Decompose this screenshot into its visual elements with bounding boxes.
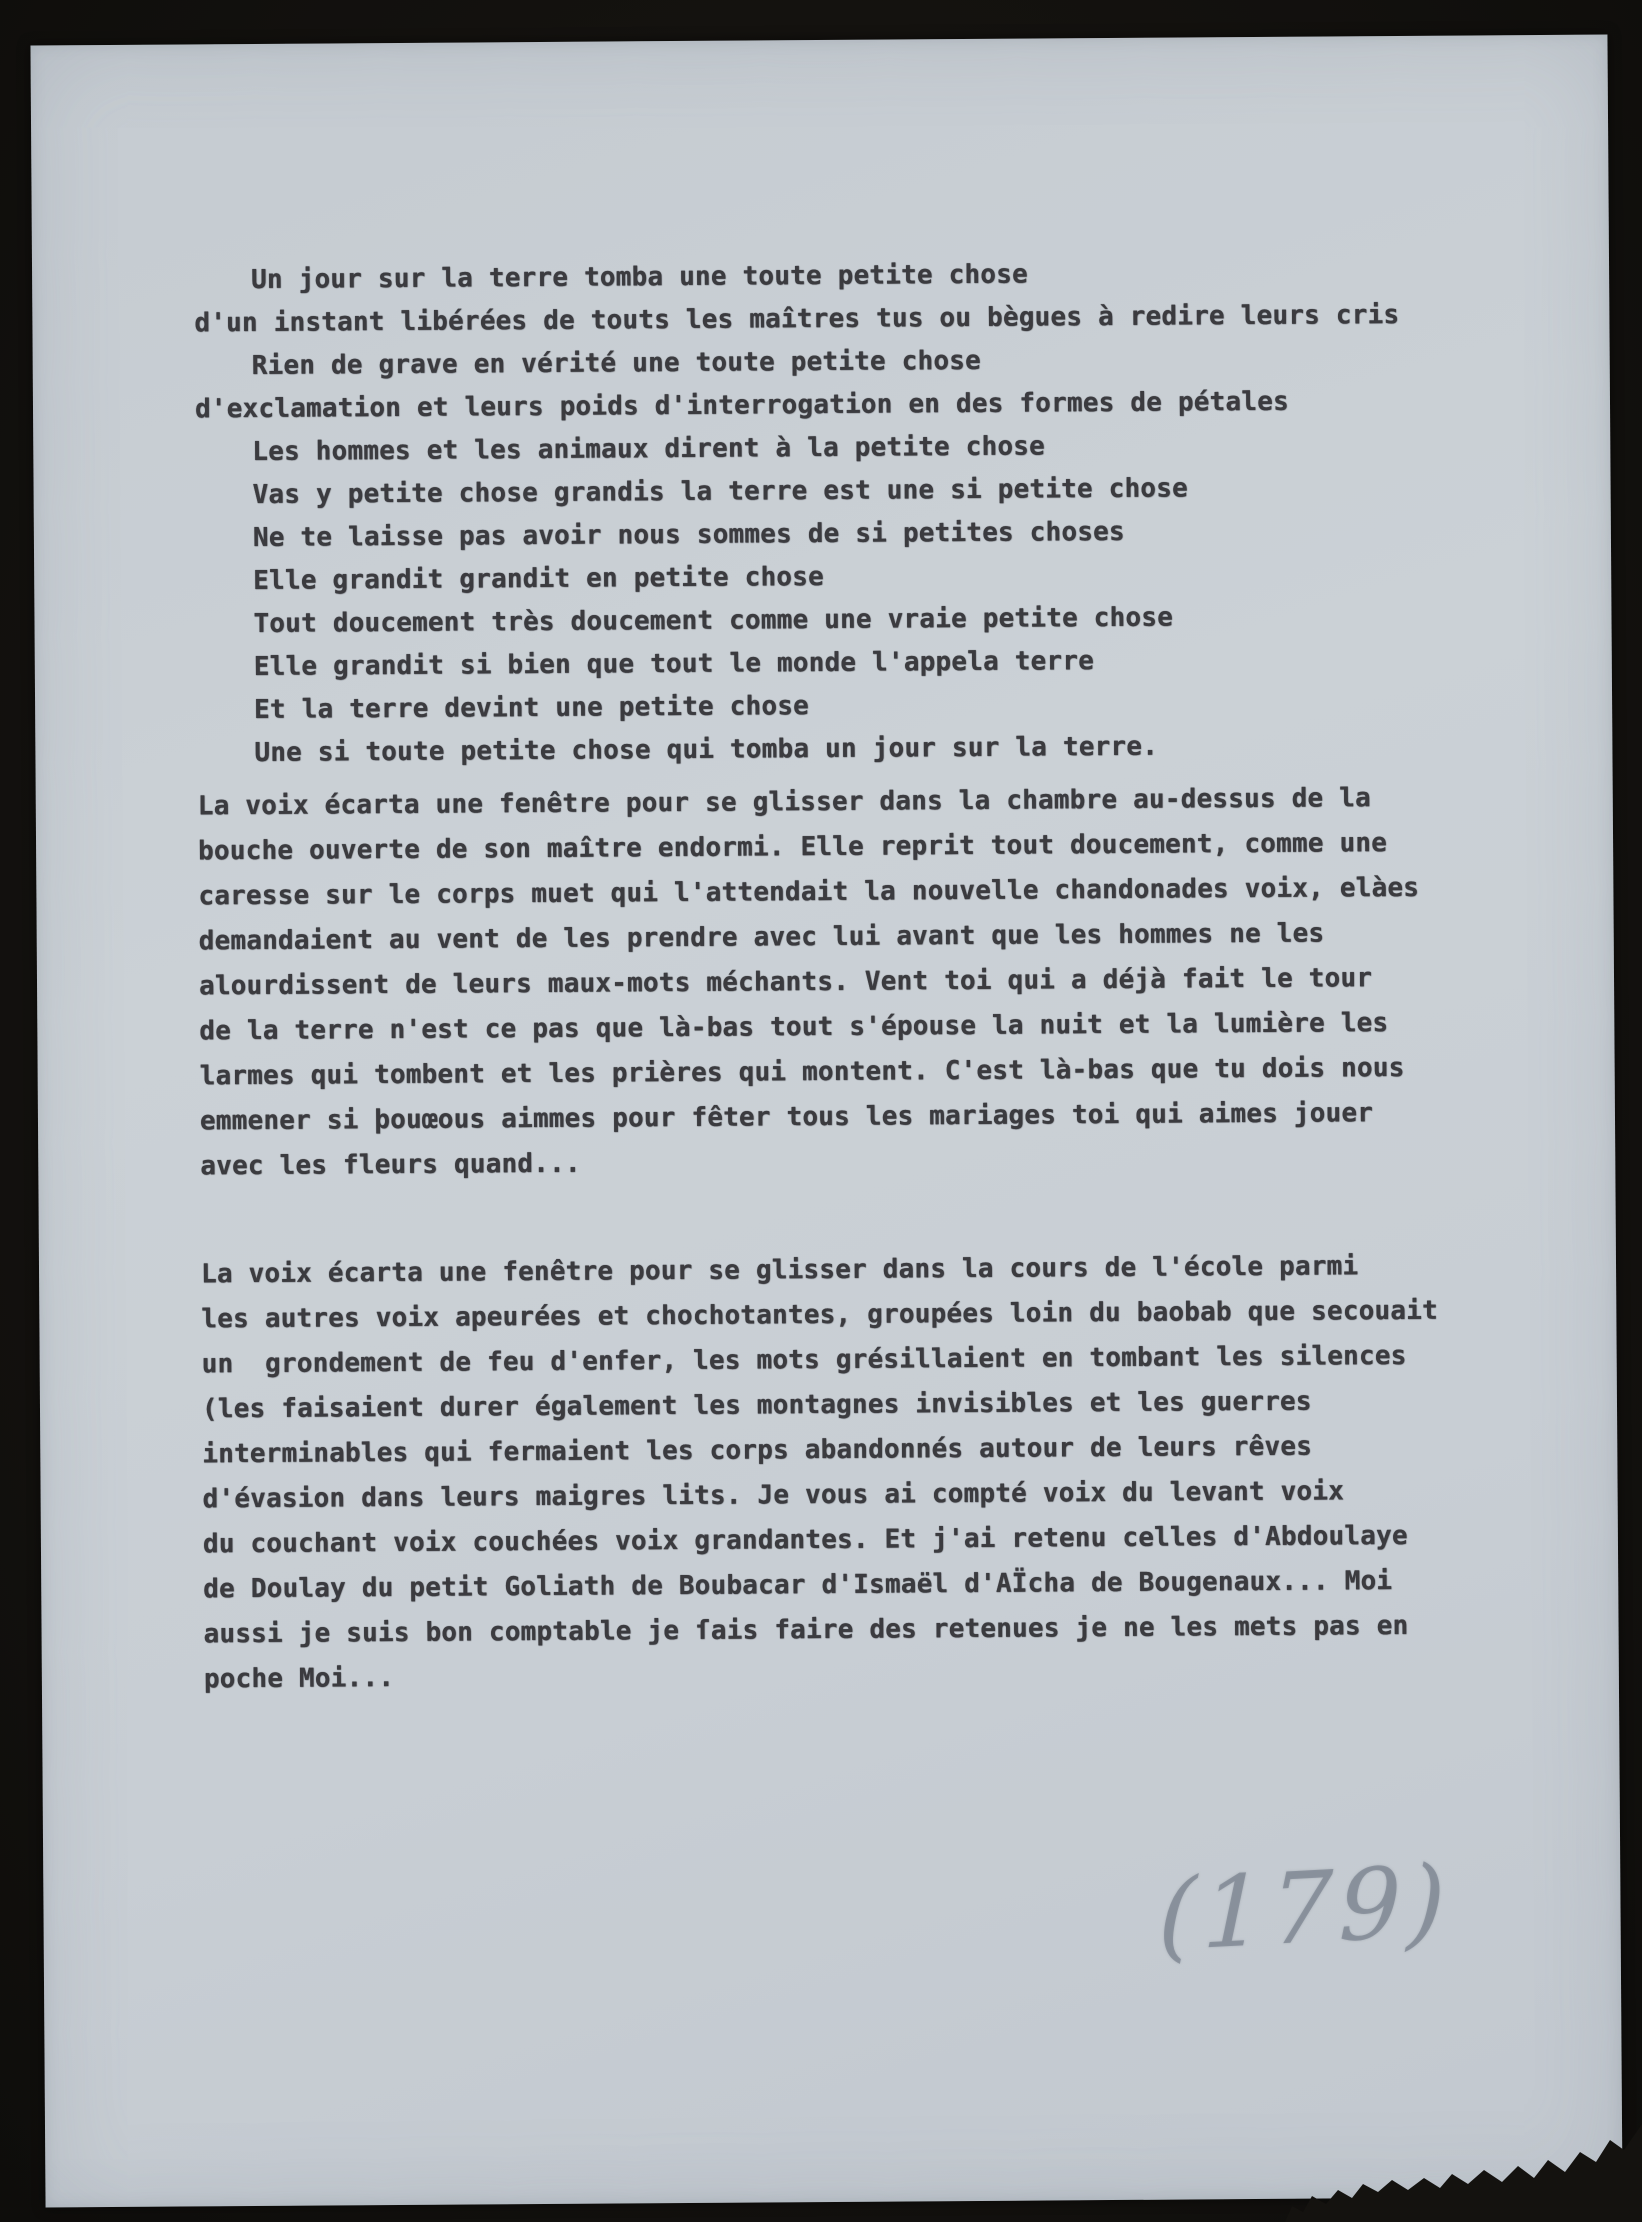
- poem-line: Elle grandit grandit en petite chose: [253, 562, 825, 596]
- paragraph-line: La voix écarta une fenêtre pour se glisser dans la cours de l'école parmi: [200, 1251, 1359, 1290]
- poem-line: d'un instant libérées de touts les maîtres tus ou bègues à redire leurs cris: [194, 299, 1400, 339]
- paragraph-line: caresse sur le corps muet qui l'attendait la nouvelle chandonades voix, elàes: [198, 872, 1420, 912]
- poem-line: Les hommes et les animaux dirent à la petite chose: [252, 431, 1046, 467]
- poem-line: Une si toute petite chose qui tomba un jour sur la terre.: [254, 731, 1159, 768]
- poem-line: d'exclamation et leurs poids d'interrogation en des formes de pétales: [194, 386, 1289, 425]
- paragraph-line: interminables qui fermaient les corps abandonnés autour de leurs rêves: [202, 1431, 1313, 1470]
- poem-line: Vas y petite chose grandis la terre est une si petite chose: [252, 473, 1189, 510]
- poem-line: Ne te laisse pas avoir nous sommes de si petites choses: [252, 516, 1125, 553]
- paragraph-line: de Doulay du petit Goliath de Boubacar d'Ismaël d'AÏcha de Bougenaux... Moi: [203, 1566, 1393, 1605]
- paragraph-line: un grondement de feu d'enfer, les mots grésillaient en tombant les silences: [201, 1340, 1407, 1380]
- poem-block: [194, 251, 1402, 775]
- paragraph-line: avec les fleurs quand...: [200, 1148, 581, 1182]
- paragraph-line: du couchant voix couchées voix grandantes. Et j'ai retenu celles d'Abdoulaye: [202, 1520, 1408, 1560]
- paragraph-line: alourdissent de leurs maux-mots méchants. Vent toi qui a déjà fait le tour: [198, 963, 1373, 1002]
- paragraph-line: d'évasion dans leurs maigres lits. Je vous ai compté voix du levant voix: [202, 1476, 1345, 1515]
- paragraph-line: demandaient au vent de les prendre avec lui avant que les hommes ne les: [198, 918, 1325, 957]
- paragraph-line: bouche ouverte de son maître endormi. Elle reprit tout doucement, comme une: [197, 828, 1388, 867]
- paragraph-line: les autres voix apeurées et chochotantes, groupées loin du baobab que secouait: [201, 1295, 1439, 1335]
- paragraph-line: de la terre n'est ce pas que là-bas tout s'épouse la nuit et la lumière les: [199, 1008, 1389, 1047]
- paragraph-line: poche Moi...: [203, 1663, 395, 1695]
- paragraph-line: larmes qui tombent et les prières qui montent. C'est là-bas que tu dois nous: [199, 1052, 1405, 1092]
- paragraph-line: aussi je suis bon comptable je ſais faire des retenues je ne les mets pas en: [203, 1610, 1409, 1650]
- poem-line: Rien de grave en vérité une toute petite chose: [251, 345, 982, 381]
- poem-line: Elle grandit si bien que tout le monde l'appela terre: [253, 646, 1095, 682]
- paragraph-block-2: [201, 1244, 1441, 1703]
- poem-line: Un jour sur la terre tomba une toute petite chose: [251, 259, 1029, 295]
- pencil-page-number: (179): [1157, 1844, 1453, 1974]
- paragraph-block-1: [198, 776, 1422, 1190]
- paragraph-line: emmener si þouœous aimmes pour fêter tous les mariages toi qui aimes jouer: [199, 1098, 1374, 1137]
- poem-line: Et la terre devint une petite chose: [254, 691, 810, 725]
- poem-line: Tout doucement très doucement comme une vraie petite chose: [253, 602, 1174, 639]
- paragraph-line: (les faisaient durer également les montagnes invisibles et les guerres: [201, 1386, 1312, 1425]
- paragraph-line: La voix écarta une fenêtre pour se glisser dans la chambre au-dessus de la: [197, 783, 1372, 822]
